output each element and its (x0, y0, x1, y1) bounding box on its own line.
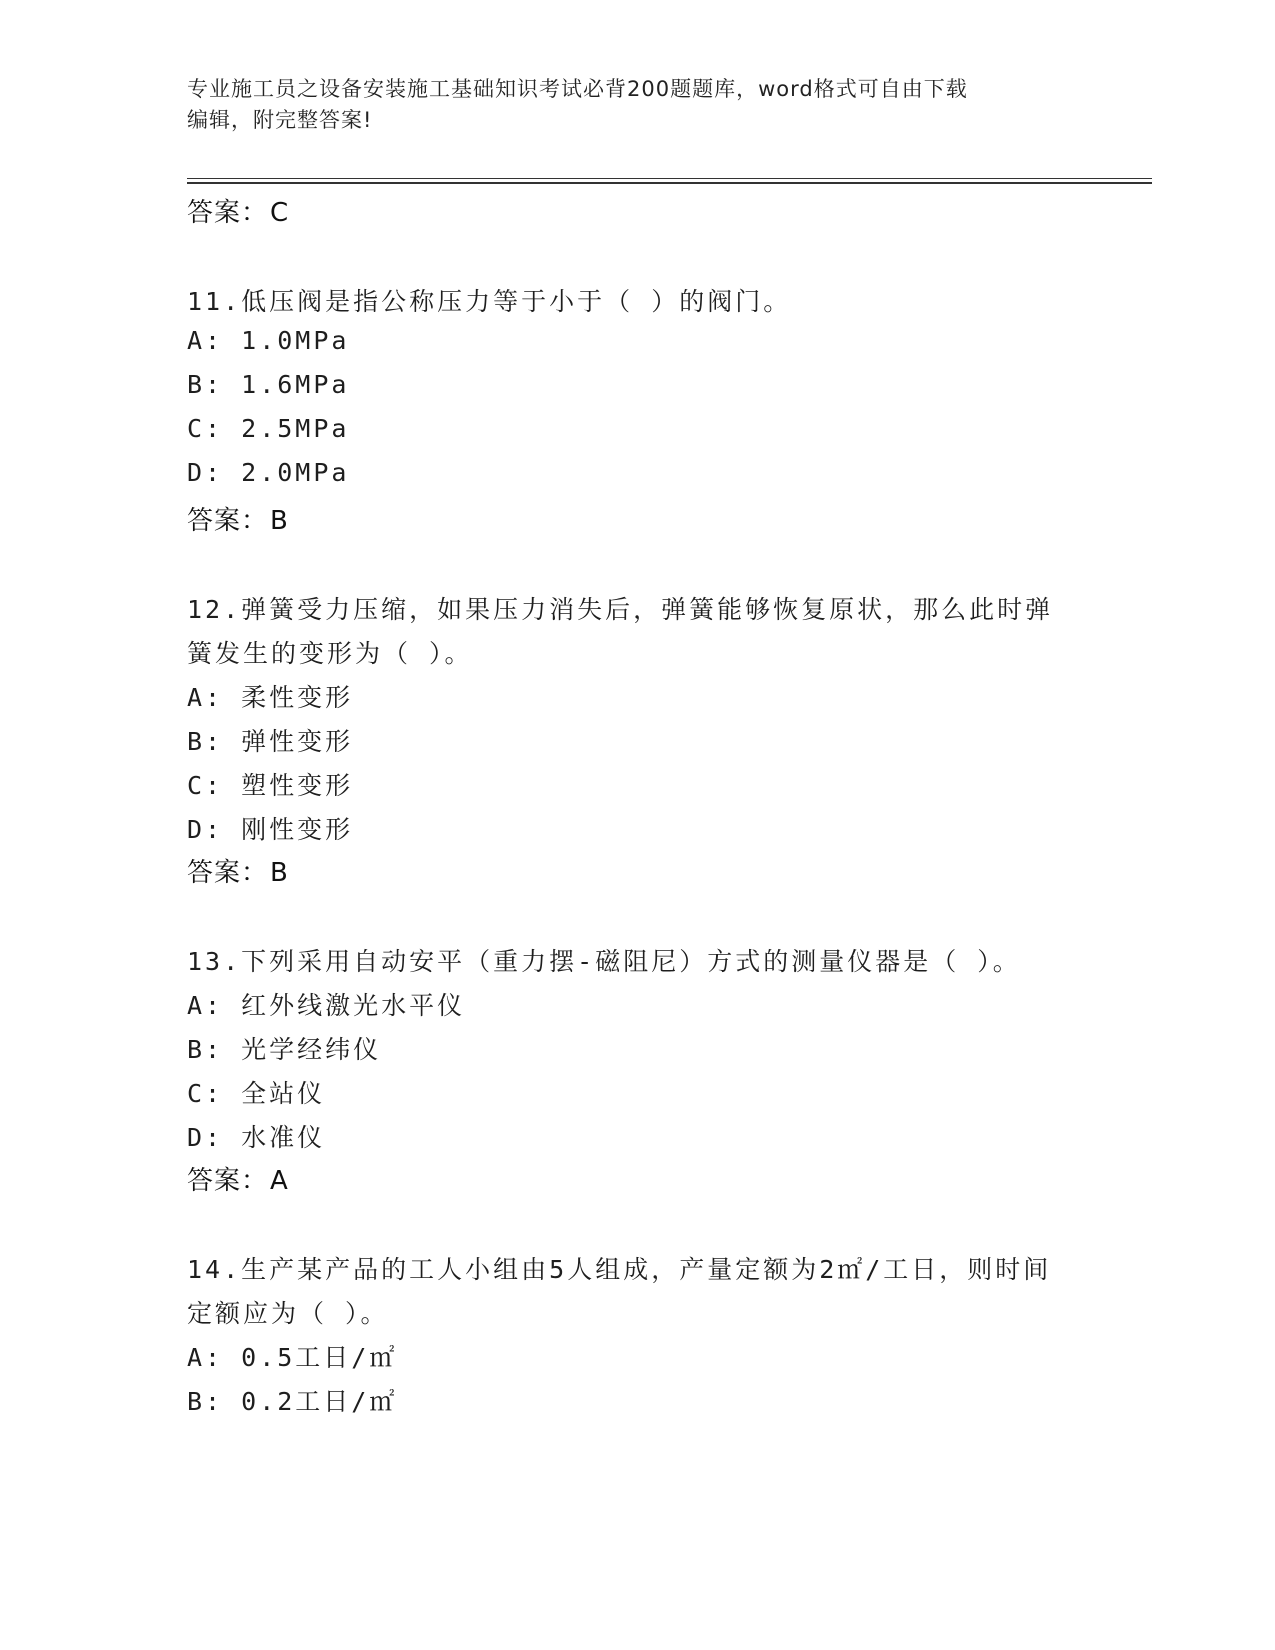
question-12-answer (187, 852, 289, 889)
answer-label: 答案： (187, 858, 269, 888)
question-12-stem-line-1: 12.弹簧受力压缩，如果压力消失后，弹簧能够恢复原状，那么此时弹 (187, 595, 1054, 624)
question-12-option-c: C: 塑性变形 (187, 771, 354, 800)
answer-value: B (270, 506, 289, 536)
question-12-option-b: B: 弹性变形 (187, 727, 354, 756)
answer-label: 答案： (187, 506, 269, 536)
answer-value: C (270, 198, 290, 228)
question-13-option-c: C: 全站仪 (187, 1079, 326, 1108)
answer-value: A (270, 1166, 289, 1196)
question-12-stem-line-2: 簧发生的变形为（ ）。 (187, 639, 473, 668)
question-11-option-b: B: 1.6MPa (187, 370, 350, 399)
answer-label: 答案： (187, 198, 269, 228)
answer-value: B (270, 858, 289, 888)
question-12-option-a: A: 柔性变形 (187, 683, 354, 712)
answer-line-prev (187, 192, 289, 229)
question-14-option-b: B: 0.2工日/㎡ (187, 1387, 398, 1416)
question-14-stem-line-2: 定额应为（ ）。 (187, 1299, 389, 1328)
question-14-stem-line-1: 14.生产某产品的工人小组由5人组成，产量定额为2㎡/工日，则时间 (187, 1255, 1052, 1284)
question-11-option-c: C: 2.5MPa (187, 414, 350, 443)
header-title-line-1: 专业施工员之设备安装施工基础知识考试必背200题题库，word格式可自由下载 (187, 77, 968, 101)
header-divider-thin (187, 178, 1152, 179)
header-title-line-2: 编辑，附完整答案! (187, 108, 373, 132)
question-13-option-d: D: 水准仪 (187, 1123, 326, 1152)
question-11-stem: 11.低压阀是指公称压力等于小于（ ）的阀门。 (187, 287, 792, 316)
document-header (187, 74, 1067, 136)
question-13-option-b: B: 光学经纬仪 (187, 1035, 382, 1064)
question-14-option-a: A: 0.5工日/㎡ (187, 1343, 398, 1372)
question-12-option-d: D: 刚性变形 (187, 815, 354, 844)
question-13-answer (187, 1160, 289, 1197)
question-11-option-d: D: 2.0MPa (187, 458, 350, 487)
question-13-stem: 13.下列采用自动安平（重力摆-磁阻尼）方式的测量仪器是（ ）。 (187, 947, 1021, 976)
question-11-answer (187, 500, 289, 537)
question-11-option-a: A: 1.0MPa (187, 326, 350, 355)
header-divider-thick (187, 182, 1152, 184)
answer-label: 答案： (187, 1166, 269, 1196)
question-13-option-a: A: 红外线激光水平仪 (187, 991, 466, 1020)
